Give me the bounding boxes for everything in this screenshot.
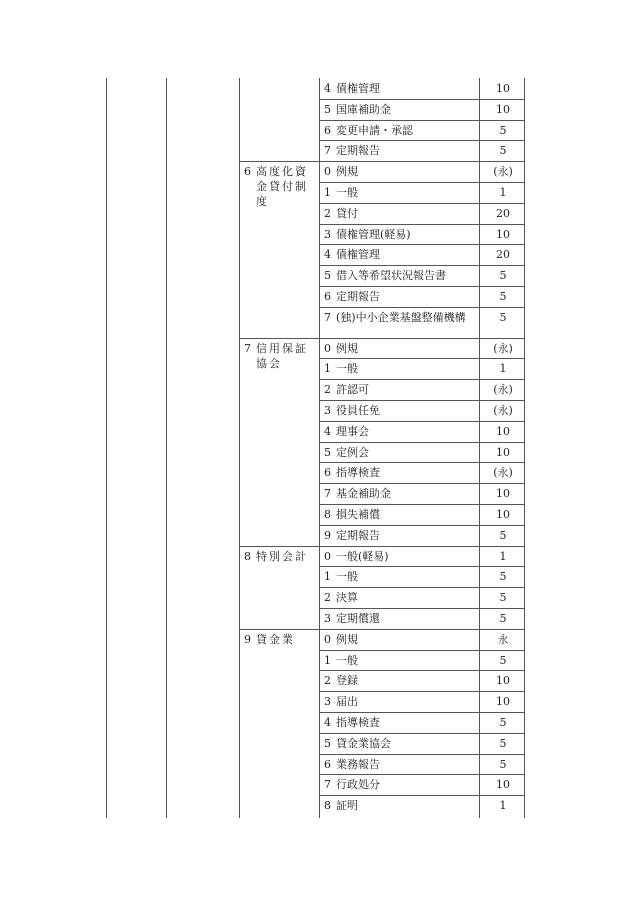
retention-period: 10 [496,695,510,709]
item-number: 8 [324,508,331,521]
row-divider [319,504,524,505]
table-row-item [324,165,476,179]
table-row-item [324,311,476,325]
item-number: 8 [324,799,331,813]
category-number: 6 [244,165,251,179]
retention-period: 10 [496,508,510,521]
row-divider [319,244,524,245]
table-row-item [324,633,476,647]
table-row-item [324,248,476,262]
item-number: 7 [324,778,331,792]
row-divider [319,650,524,651]
row-divider [319,774,524,775]
table-row-item [324,82,476,96]
retention-period: 20 [496,248,510,262]
item-number: 7 [324,144,331,158]
retention-period: 1 [499,186,507,199]
item-number: 5 [324,736,331,750]
retention-period: 10 [496,227,510,241]
table-row-item [324,124,476,138]
item-label: 債権管理(軽易) [336,227,411,241]
item-number: 1 [324,186,331,199]
table-row-item [324,290,476,304]
item-label: 変更申請・承認 [336,123,413,137]
table-row-item [324,758,476,772]
retention-period: 5 [499,269,507,283]
item-number: 4 [324,82,331,95]
section-divider [239,338,524,339]
retention-period: 10 [496,674,510,688]
row-divider [319,712,524,713]
item-label: 定期報告 [336,290,380,303]
item-label: 借入等希望状況報告書 [336,269,446,283]
retention-period: 5 [499,736,507,750]
item-label: 業務報告 [336,757,380,771]
item-number: 3 [324,612,331,625]
row-divider [319,379,524,380]
item-label: 一般 [336,362,358,376]
column-rule-5 [524,78,525,818]
retention-period: 5 [499,612,507,625]
row-divider [319,691,524,692]
table-row-item [324,695,476,709]
row-divider [319,483,524,484]
item-label: 定期報告 [336,144,380,158]
item-label: 例規 [336,632,358,646]
section-divider [239,629,524,630]
item-label: (独)中小企業基盤整備機構 [336,310,466,324]
retention-period: 20 [496,206,510,220]
retention-period: 5 [499,757,507,771]
item-label: 登録 [336,674,358,688]
category-title: 貸金業 [256,632,295,646]
item-number: 6 [324,757,331,771]
table-row-item [324,778,476,792]
table-row-item [324,228,476,242]
item-label: 届出 [336,695,358,709]
row-divider [319,358,524,359]
retention-period: 10 [496,424,510,438]
item-number: 5 [324,269,331,283]
category-label [244,341,316,371]
section-divider [239,161,524,162]
row-divider [319,754,524,755]
item-number: 2 [324,206,331,220]
column-rule-1 [166,78,167,818]
retention-period: 5 [499,290,507,303]
item-number: 3 [324,695,331,709]
retention-period: 10 [496,445,510,459]
category-title: 高度化資金貸付制度 [256,165,308,209]
item-label: 決算 [336,591,358,605]
item-label: 損失補償 [336,508,380,521]
item-label: 定期償還 [336,612,380,625]
item-number: 1 [324,653,331,667]
table-row-item [324,716,476,730]
category-title: 特別会計 [256,549,308,563]
retention-period: (永) [493,383,513,397]
item-number: 6 [324,290,331,303]
column-rule-4 [479,78,480,818]
item-label: 指導検査 [336,716,380,729]
retention-period: 5 [499,144,507,158]
table-row-item [324,570,476,584]
item-number: 6 [324,123,331,137]
row-divider [319,733,524,734]
row-divider [319,608,524,609]
category-label [244,549,316,564]
row-divider [319,307,524,308]
table-row-item [324,737,476,751]
table-row-item [324,674,476,688]
row-divider [319,286,524,287]
item-number: 4 [324,424,331,438]
item-label: 証明 [336,799,358,813]
row-divider [319,670,524,671]
retention-period: 5 [499,310,507,324]
table-row-item [324,446,476,460]
item-number: 0 [324,165,331,179]
item-number: 2 [324,674,331,688]
retention-period: (永) [493,466,513,480]
table-row-item [324,362,476,376]
table-row-item [324,425,476,439]
retention-period: 5 [499,716,507,729]
row-divider [319,795,524,796]
table-row-item [324,508,476,522]
table-row-item [324,487,476,501]
table-row-item [324,383,476,397]
row-divider [319,203,524,204]
row-divider [319,462,524,463]
item-label: 基金補助金 [336,487,391,501]
item-label: 一般 [336,570,358,584]
retention-period: (永) [493,404,513,417]
row-divider [319,587,524,588]
row-divider [319,566,524,567]
item-number: 9 [324,528,331,542]
retention-period: 1 [499,549,507,563]
item-label: 貸付 [336,206,358,220]
retention-period: 5 [499,591,507,605]
item-number: 0 [324,549,331,563]
item-label: 指導検査 [336,466,380,480]
category-number: 9 [244,632,251,646]
section-divider [239,546,524,547]
category-title: 信用保証協会 [256,341,308,370]
retention-period: 1 [499,362,507,376]
item-label: 国庫補助金 [336,102,391,116]
row-divider [319,400,524,401]
item-number: 4 [324,248,331,262]
item-number: 6 [324,466,331,480]
row-divider [319,182,524,183]
item-number: 5 [324,102,331,116]
item-label: 許認可 [336,383,369,397]
table-row-item [324,186,476,200]
item-number: 3 [324,404,331,417]
retention-period: 10 [496,778,510,792]
table-row-item [324,612,476,626]
retention-period: 5 [499,528,507,542]
table-row-item [324,144,476,158]
item-label: 例規 [336,165,358,179]
table-row-item [324,269,476,283]
item-label: 役員任免 [336,404,380,417]
item-label: 定期報告 [336,528,380,542]
item-label: 債権管理 [336,82,380,95]
table-row-item [324,466,476,480]
category-number: 8 [244,549,251,563]
item-number: 2 [324,591,331,605]
row-divider [319,140,524,141]
table-row-item [324,654,476,668]
table-row-item [324,550,476,564]
retention-period: (永) [493,165,513,179]
category-label [244,632,316,647]
column-rule-3 [319,78,320,818]
retention-period: 5 [499,123,507,137]
row-divider [319,265,524,266]
item-number: 0 [324,341,331,355]
item-label: 行政処分 [336,778,380,792]
category-label [244,164,316,209]
row-divider [319,525,524,526]
item-label: 一般(軽易) [336,549,389,563]
retention-period: 5 [499,570,507,584]
table-row-item [324,207,476,221]
row-divider [319,224,524,225]
item-label: 定例会 [336,445,369,459]
item-label: 貸金業協会 [336,736,391,750]
item-number: 7 [324,487,331,501]
retention-period: 10 [496,102,510,116]
table-row-item [324,529,476,543]
item-number: 1 [324,570,331,584]
table-row-item [324,342,476,356]
category-number: 7 [244,341,251,355]
row-divider [319,120,524,121]
retention-period: 1 [499,799,507,813]
retention-period: 5 [499,653,507,667]
retention-period: 10 [496,487,510,501]
row-divider [319,442,524,443]
item-number: 5 [324,445,331,459]
table-row-item [324,103,476,117]
item-label: 債権管理 [336,248,380,262]
retention-period: (永) [493,341,513,355]
row-divider [319,99,524,100]
item-label: 例規 [336,341,358,355]
item-number: 4 [324,716,331,729]
item-number: 0 [324,632,331,646]
table-row-item [324,591,476,605]
table-row-item [324,799,476,813]
item-label: 一般 [336,653,358,667]
item-number: 1 [324,362,331,376]
column-rule-2 [239,78,240,818]
item-number: 2 [324,383,331,397]
item-number: 7 [324,310,331,324]
item-label: 一般 [336,186,358,199]
retention-period: 10 [496,82,510,95]
row-divider [319,421,524,422]
item-number: 3 [324,227,331,241]
column-rule-0 [106,78,107,818]
table-row-item [324,404,476,418]
retention-period: 永 [497,632,509,646]
item-label: 理事会 [336,424,369,438]
